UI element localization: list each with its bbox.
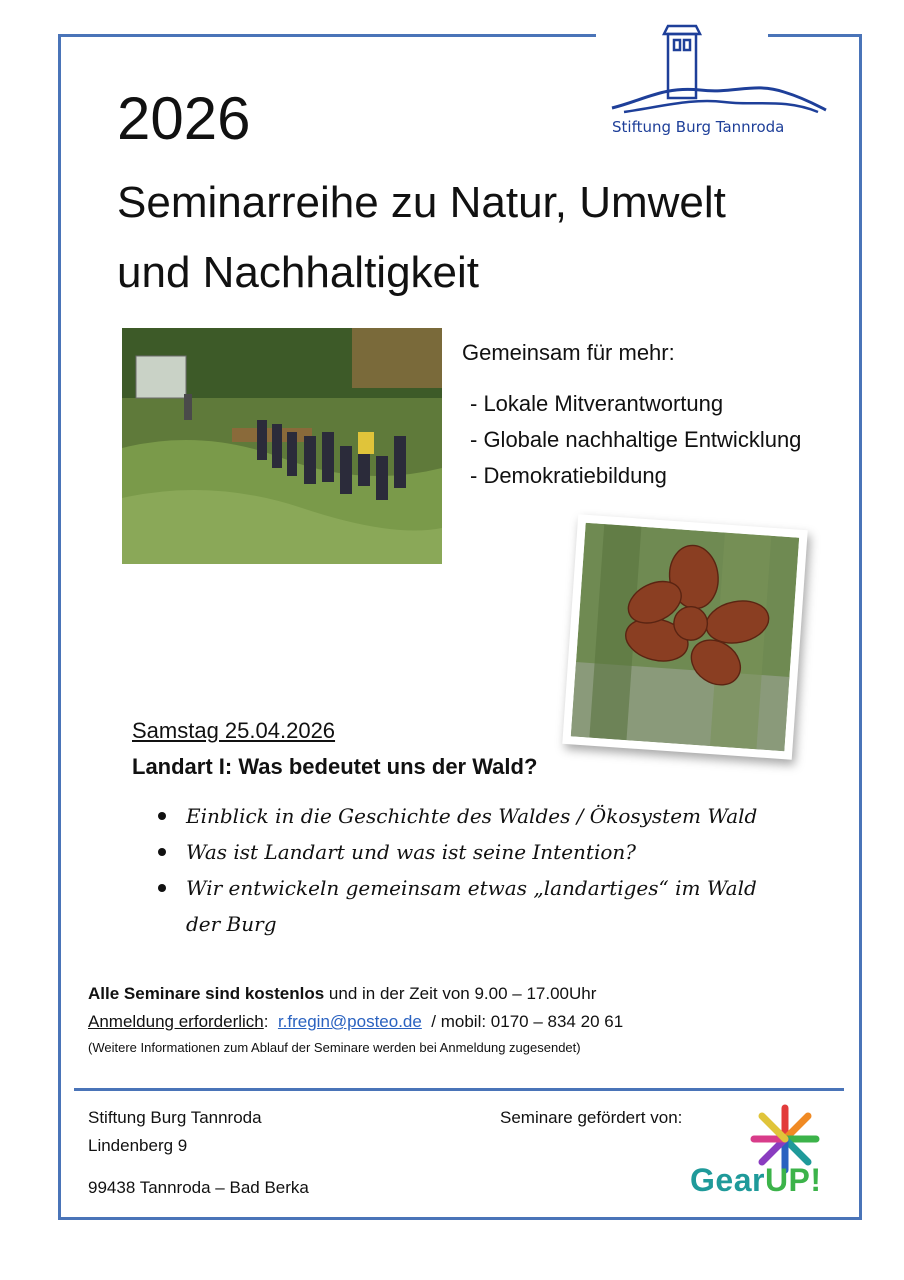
gearup-gear: Gear (690, 1162, 765, 1198)
footer-street: Lindenberg 9 (88, 1136, 188, 1155)
list-item: - Demokratiebildung (470, 463, 667, 488)
footer-city: 99438 Tannroda – Bad Berka (88, 1178, 309, 1197)
event-points (156, 798, 786, 942)
divider (74, 1088, 844, 1091)
year-heading: 2026 (117, 85, 251, 152)
list-item (156, 870, 786, 942)
logo-text: Stiftung Burg Tannroda (612, 118, 785, 136)
list-item: Was ist Landart und was ist seine Intention? (156, 834, 786, 870)
free-bold-text: Alle Seminare sind kostenlos (88, 984, 325, 1003)
leaf-photo-frame (562, 514, 807, 759)
sponsor-label: Seminare gefördert von: (500, 1108, 683, 1127)
free-rest-text: und in der Zeit von 9.00 – 17.00Uhr (324, 984, 597, 1003)
info-line-registration (88, 1012, 623, 1032)
list-item: - Lokale Mitverantwortung (470, 391, 724, 416)
page-title-line1: Seminarreihe zu Natur, Umwelt (117, 178, 726, 227)
intro-heading: Gemeinsam für mehr: (462, 340, 675, 365)
registration-colon: : (263, 1012, 278, 1031)
mobile-text: / mobil: 0170 – 834 20 61 (421, 1012, 624, 1031)
page-title-line2: und Nachhaltigkeit (117, 248, 480, 297)
gearup-logo-text (690, 1162, 822, 1199)
email-link[interactable]: r.fregin@posteo.de (277, 1012, 422, 1031)
event-date: Samstag 25.04.2026 (132, 718, 336, 743)
gearup-up: UP! (764, 1162, 822, 1198)
intro-list (470, 386, 801, 494)
info-note: (Weitere Informationen zum Ablauf der Seminare werden bei Anmeldung zugesendet) (88, 1040, 581, 1055)
garden-group-photo (122, 328, 442, 564)
info-line-free (88, 984, 596, 1004)
leaf-on-moss-photo (571, 523, 799, 751)
list-item-text: Wir entwickeln gemeinsam etwas „landartiges“ im Wald der Burg (186, 876, 757, 936)
list-item: - Globale nachhaltige Entwicklung (470, 427, 802, 452)
list-item: Einblick in die Geschichte des Waldes / Ökosystem Wald (156, 798, 786, 834)
footer-org: Stiftung Burg Tannroda (88, 1108, 262, 1127)
event-title: Landart I: Was bedeutet uns der Wald? (132, 754, 538, 779)
registration-label: Anmeldung erforderlich (88, 1012, 264, 1031)
